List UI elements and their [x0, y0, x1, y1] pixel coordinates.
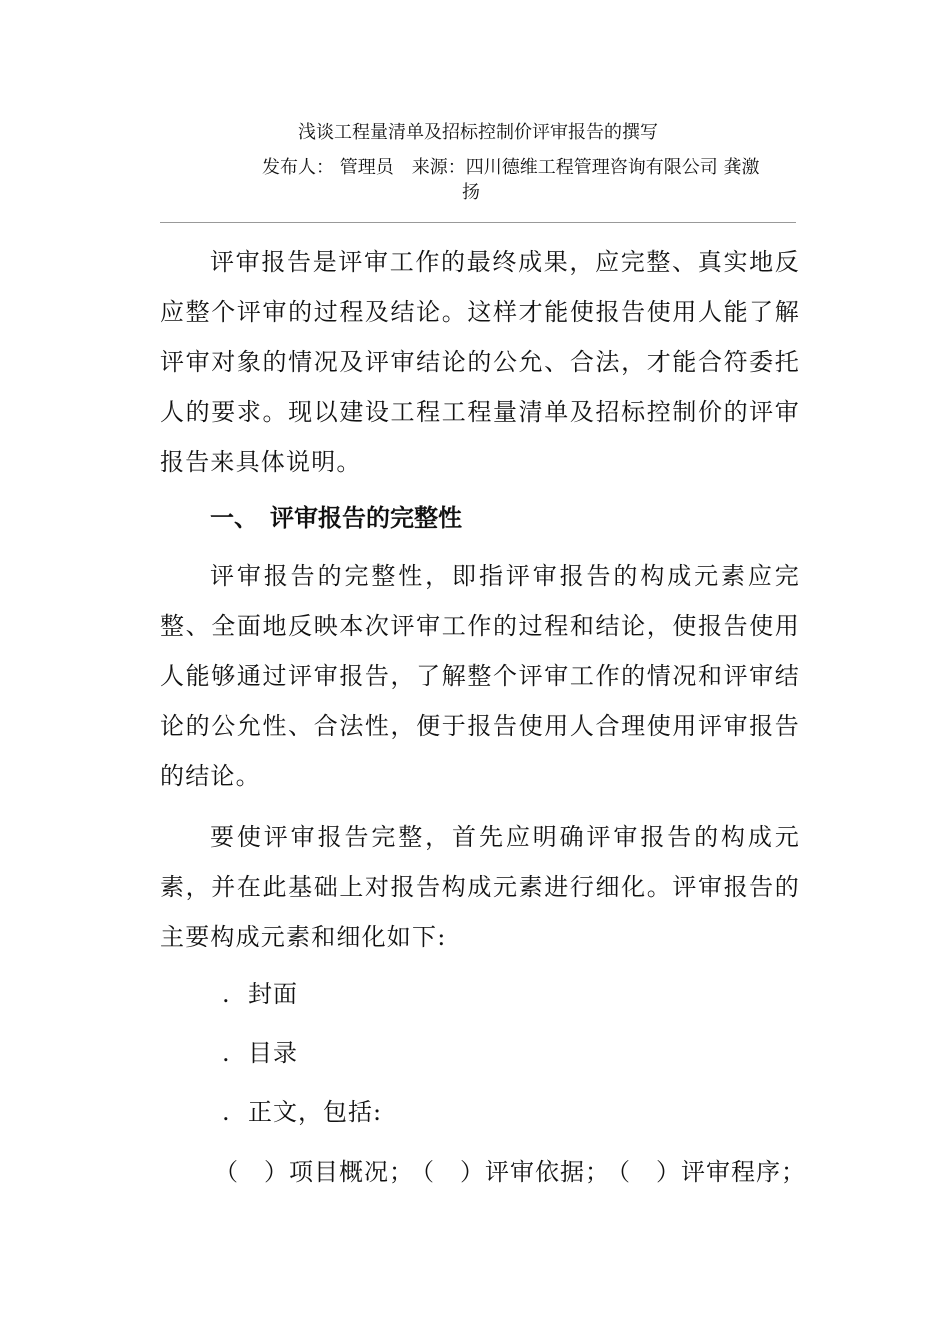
list-item-body — [222, 1096, 382, 1128]
completeness-paragraph: 评审报告的完整性，即指评审报告的构成元素应完整、全面地反映本次评审工作的过程和结论，使报告使用人能够通过评审报告，了解整个评审工作的情况和评审结论的公允性、合法性，便于报告使用人合理使用评审报告的结论。 — [160, 562, 800, 790]
list-marker: . — [222, 1039, 231, 1067]
section-title: 评审报告的完整性 — [270, 504, 462, 532]
list-marker: . — [222, 1098, 231, 1126]
intro-paragraph: 评审报告是评审工作的最终成果，应完整、真实地反应整个评审的过程及结论。这样才能使报告使用人能了解评审对象的情况及评审结论的公允、合法，才能合符委托人的要求。现以建设工程工程量清单及招标控制价的评审报告来具体说明。 — [160, 248, 800, 476]
list-item-text: 正文，包括: — [248, 1098, 383, 1126]
sub-item-procedure: （ ）评审程序； — [618, 1158, 806, 1186]
list-item-text: 封面 — [248, 980, 298, 1008]
section-number: 一、 — [210, 504, 258, 532]
list-marker: . — [222, 980, 231, 1008]
body-sub-items — [214, 1156, 814, 1188]
list-item-cover — [222, 978, 298, 1010]
sub-item-basis: （ ）评审依据； — [422, 1158, 610, 1186]
sub-item-overview: （ ）项目概况； — [214, 1158, 414, 1186]
section-heading-1 — [210, 502, 462, 534]
header-divider — [160, 222, 796, 223]
list-item-toc — [222, 1037, 298, 1069]
article-byline-continued: 扬 — [462, 182, 480, 203]
list-item-text: 目录 — [248, 1039, 298, 1067]
article-byline: 发布人： 管理员 来源：四川德维工程管理咨询有限公司 龚激 — [262, 157, 760, 178]
article-title: 浅谈工程量清单及招标控制价评审报告的撰写 — [298, 122, 658, 143]
elements-paragraph: 要使评审报告完整，首先应明确评审报告的构成元素，并在此基础上对报告构成元素进行细化。评审报告的主要构成元素和细化如下: — [160, 823, 800, 951]
